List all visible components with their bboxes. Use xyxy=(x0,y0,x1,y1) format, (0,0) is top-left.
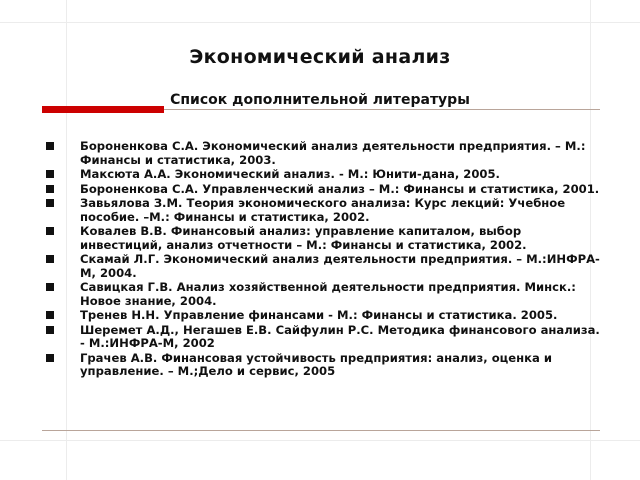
reference-item xyxy=(44,225,604,252)
slide-subtitle: Список дополнительной литературы xyxy=(170,92,470,108)
reference-item xyxy=(44,309,604,323)
reference-text: Шеремет А.Д., Негашев Е.В. Сайфулин Р.С. Методика финансового анализа. - М.:ИНФРА-М, 2002 xyxy=(80,322,600,350)
reference-text: Бороненкова С.А. Управленческий анализ – М.: Финансы и статистика, 2001. xyxy=(80,181,600,196)
reference-text: Тренев Н.Н. Управление финансами - М.: Финансы и статистика. 2005. xyxy=(80,308,558,322)
square-bullet-icon xyxy=(46,227,54,235)
square-bullet-icon xyxy=(46,255,54,263)
square-bullet-icon xyxy=(46,311,54,319)
square-bullet-icon xyxy=(46,354,54,362)
reference-list xyxy=(44,140,604,380)
reference-item xyxy=(44,281,604,308)
square-bullet-icon xyxy=(46,170,54,178)
reference-item xyxy=(44,140,604,167)
reference-text: Бороненкова С.А. Экономический анализ деятельности предприятия. – М.: Финансы и статистика, 2003. xyxy=(80,139,586,167)
square-bullet-icon xyxy=(46,142,54,150)
grid-line xyxy=(0,22,640,23)
reference-text: Савицкая Г.В. Анализ хозяйственной деятельности предприятия. Минск.: Новое знание, 2004. xyxy=(80,280,576,308)
reference-text: Грачев А.В. Финансовая устойчивость предприятия: анализ, оценка и управление. – М.;Дело и сервис, 2005 xyxy=(80,350,552,378)
bottom-divider xyxy=(42,430,600,431)
reference-text: Ковалев В.В. Финансовый анализ: управление капиталом, выбор инвестиций, анализ отчетности – М.: Финансы и статистика, 2002. xyxy=(80,224,527,252)
slide-title: Экономический анализ xyxy=(189,46,451,68)
accent-bar xyxy=(42,106,164,113)
reference-item xyxy=(44,197,604,224)
grid-line xyxy=(0,440,640,441)
reference-text: Максюта А.А. Экономический анализ. - М.: Юнити-дана, 2005. xyxy=(80,167,500,181)
reference-text: Скамай Л.Г. Экономический анализ деятельности предприятия. – М.:ИНФРА-М, 2004. xyxy=(80,252,600,280)
square-bullet-icon xyxy=(46,199,54,207)
square-bullet-icon xyxy=(46,185,54,193)
square-bullet-icon xyxy=(46,326,54,334)
reference-item xyxy=(44,324,604,351)
reference-item xyxy=(44,253,604,280)
reference-text: Завьялова З.М. Теория экономического анализа: Курс лекций: Учебное пособие. –М.: Финансы и статистика, 2002. xyxy=(80,196,566,224)
reference-item xyxy=(44,352,604,379)
reference-item xyxy=(44,168,604,182)
square-bullet-icon xyxy=(46,283,54,291)
reference-item xyxy=(44,183,604,197)
